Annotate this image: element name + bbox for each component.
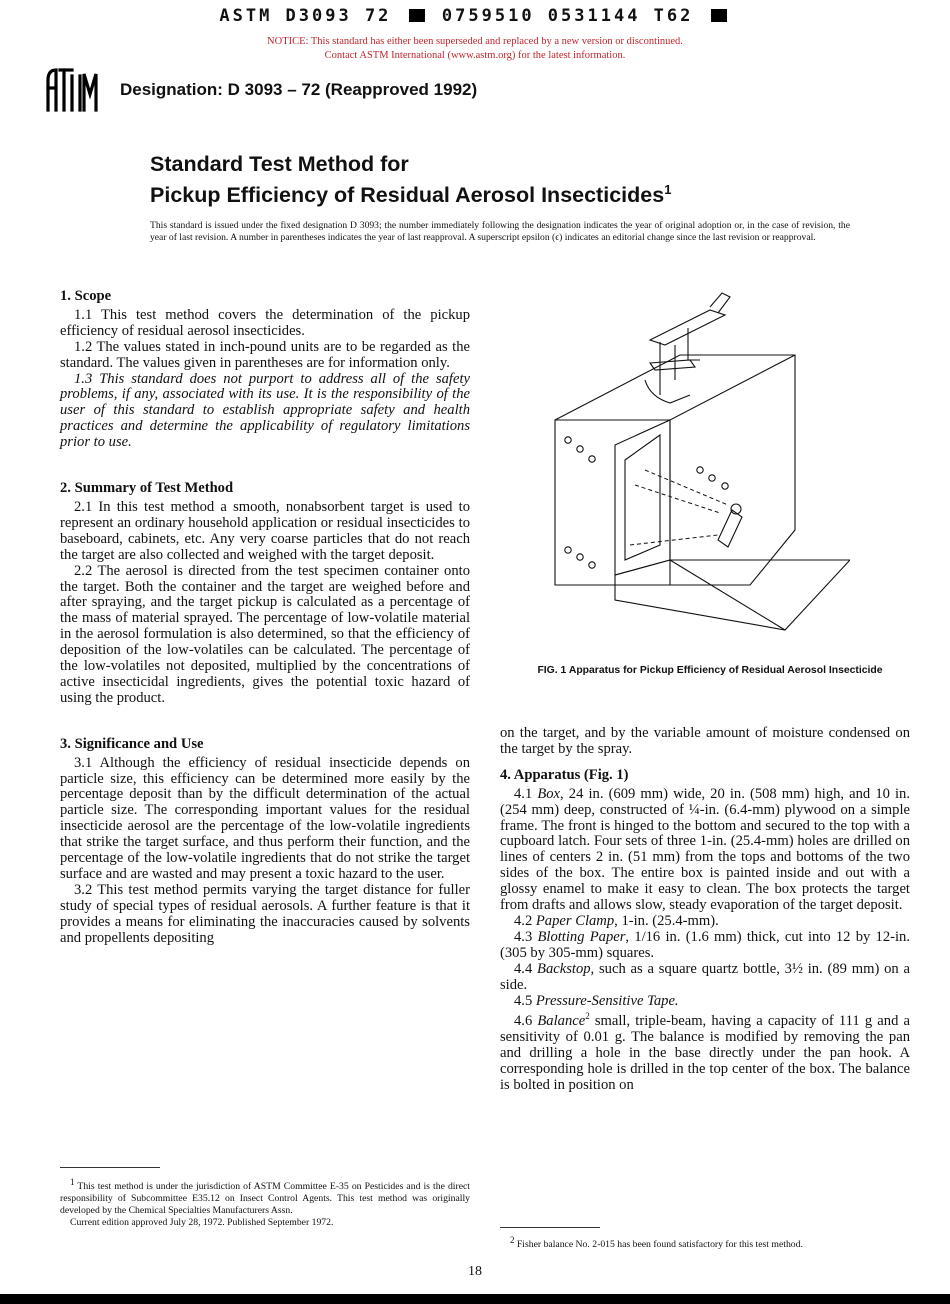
footnote-rule: [60, 1167, 160, 1168]
item-label: 4.6: [514, 1013, 538, 1030]
footnote-edition: Current edition approved July 28, 1972. Published September 1972.: [70, 1217, 334, 1229]
item-name: Backstop: [537, 960, 591, 977]
page-title: [150, 151, 671, 208]
paragraph-2-1: 2.1 In this test method a smooth, nonabsorbent target is used to represent an ordinary household application or residual insecticides to baseboard, cabinets, etc. Any very coarse particles that do not reach the target are also collected and weighed with the target deposit.: [60, 498, 470, 563]
astm-logo-icon: [42, 64, 100, 114]
item-text: , 1-in. (25.4-mm).: [614, 912, 719, 929]
left-column: [60, 289, 470, 947]
section-heading-apparatus: 4. Apparatus (Fig. 1): [500, 766, 629, 783]
footnote-1: [60, 1176, 470, 1229]
barcode-right: 0759510 0531144 T62: [441, 6, 694, 26]
footnote-text: Fisher balance No. 2-015 has been found satisfactory for this test method.: [514, 1239, 803, 1251]
footnote-mark: 2: [510, 1235, 515, 1245]
figure-caption: FIG. 1 Apparatus for Pickup Efficiency of Residual Aerosol Insecticide: [537, 665, 883, 676]
item-name: Paper Clamp: [535, 912, 615, 929]
title-line-1: Standard Test Method for: [150, 152, 409, 176]
footnote-mark: 1: [70, 1177, 75, 1187]
item-label: 4.3: [514, 928, 538, 945]
right-column: [500, 726, 910, 1094]
barcode-block: [711, 9, 727, 22]
title-line-2: [150, 177, 671, 208]
paragraph-4-1: [500, 787, 910, 914]
paragraph-4-4: [500, 962, 910, 994]
notice: [0, 35, 950, 63]
footnote-ref: 2: [585, 1011, 590, 1022]
item-name: Pressure-Sensitive Tape.: [535, 992, 679, 1009]
item-name: Blotting Paper: [537, 928, 626, 945]
paragraph-3-1: 3.1 Although the efficiency of residual insecticide depends on particle size, this efficiency can be determined more easily by the percentage deposit than by the difficult determination of the actual particle size. The corresponding important values for the residual insecticide aerosol are the percentage of the low-volatile ingredients that strike the target surface, and thus perform their function, and the percentage of the low-volatile ingredients that do not strike the target surface and are wasted and may present a toxic hazard to the user.: [60, 754, 470, 882]
notice-line-2: Contact ASTM International (www.astm.org) for the latest information.: [324, 50, 626, 61]
item-label: 4.4: [514, 960, 538, 977]
section-heading-summary: 2. Summary of Test Method: [60, 480, 234, 497]
title-text: Pickup Efficiency of Residual Aerosol Insecticides: [150, 183, 665, 208]
item-text: , 1/16 in. (1.6 mm) thick, cut into 12 by 12-in. (305 by 305-mm) squares.: [500, 928, 910, 961]
item-text: small, triple-beam, having a capacity of 111 g and a sensitivity of 0.01 g. The balance is modified by removing the pan and drilling a hole in the base directly under the pan hook. A corresponding hole is drilled in the top center of the box. The balance is bolted in position on: [500, 1013, 910, 1093]
footnote-2: [500, 1234, 910, 1251]
apparatus-figure: [550, 285, 850, 660]
designation: Designation: D 3093 – 72 (Reapproved 1992): [120, 80, 478, 99]
paragraph-2-2: 2.2 The aerosol is directed from the test specimen container onto the target. Both the container and the target are weighed before and after spraying, and the target pickup is calculated as a percentage of the mass of material sprayed. The percentage of low-volatile material in the aerosol formulation is also determined, so that the efficiency of deposition of the low-volatiles can be calculated. The percentage of the low-volatiles not deposited, multiplied by the concentrations of active insecticidal ingredients, gives the potential toxic hazard of using the product.: [60, 562, 470, 706]
paragraph-4-6: [500, 1009, 910, 1093]
title-footnote-mark: 1: [664, 182, 672, 197]
item-text: , 24 in. (609 mm) wide, 20 in. (508 mm) high, and 10 in. (254 mm) deep, constructed of ¼-in. (6.4-mm) plywood on a simple frame. The front is hinged to the bottom and secured to the top with a cupboard latch. Four sets of three 1-in. (25.4-mm) holes are drilled on lines of centers 2 in. (51 mm) from the tops and bottoms of the two sides of the box. The entire box is painted inside and out with a glossy enamel to make it easy to clean. The box protects the target from drafts and allows slow, steady evaporation of the target deposit.: [500, 785, 911, 914]
item-label: 4.5: [514, 992, 536, 1009]
paragraph-1-2: 1.2 The values stated in inch-pound units are to be regarded as the standard. The values given in parentheses are for information only.: [60, 338, 470, 371]
footnote-rule: [500, 1227, 600, 1228]
footnote-text: This test method is under the jurisdiction of ASTM Committee E-35 on Pesticides and is the direct responsibility of Subcommittee E35.12 on Insect Control Agents. This test method was originally developed by the Chemical Specialties Manufacturers Assn.: [60, 1181, 470, 1217]
paragraph-1-1: 1.1 This test method covers the determination of the pickup efficiency of residual aerosol insecticides.: [60, 306, 470, 339]
item-name: Box: [537, 785, 561, 802]
item-label: 4.2: [514, 912, 536, 929]
notice-line-1: NOTICE: This standard has either been superseded and replaced by a new version or discontinued.: [267, 36, 683, 47]
paragraph-4-2: [500, 914, 910, 930]
paragraph-4-5: [500, 994, 910, 1010]
barcode-block: [409, 9, 425, 22]
issued-note: This standard is issued under the fixed designation D 3093; the number immediately following the designation indicates the year of original adoption or, in the case of revision, the year of last revision. A number in parentheses indicates the year of last reapproval. A superscript epsilon (ϵ) indicates an editorial change since the last revision or reapproval.: [150, 220, 850, 244]
paragraph-4-3: [500, 930, 910, 962]
page-number: 18: [468, 1264, 482, 1279]
bottom-bar: [0, 1294, 950, 1304]
item-text: , such as a square quartz bottle, 3½ in. (89 mm) on a side.: [500, 960, 910, 993]
item-name: Balance: [537, 1013, 586, 1030]
paragraph-1-3-text: 1.3 This standard does not purport to address all of the safety problems, if any, associated with its use. It is the responsibility of the user of this standard to establish appropriate safety and health practices and determine the applicability of regulatory limitations prior to use.: [60, 370, 470, 451]
section-heading-scope: 1. Scope: [60, 288, 112, 304]
paragraph-3-2: 3.2 This test method permits varying the target distance for fuller study of special types of residual aerosols. A further feature is that it provides a means for eliminating the inaccuracies caused by solvents and propellents depositing: [60, 881, 470, 946]
barcode-line: [0, 6, 950, 26]
barcode-left: ASTM D3093 72: [219, 6, 392, 26]
section-heading-significance: 3. Significance and Use: [60, 735, 204, 752]
paragraph-continuation: on the target, and by the variable amount of moisture condensed on the target by the spray.: [500, 725, 910, 757]
paragraph-1-3: [60, 372, 470, 452]
item-label: 4.1: [514, 785, 538, 802]
